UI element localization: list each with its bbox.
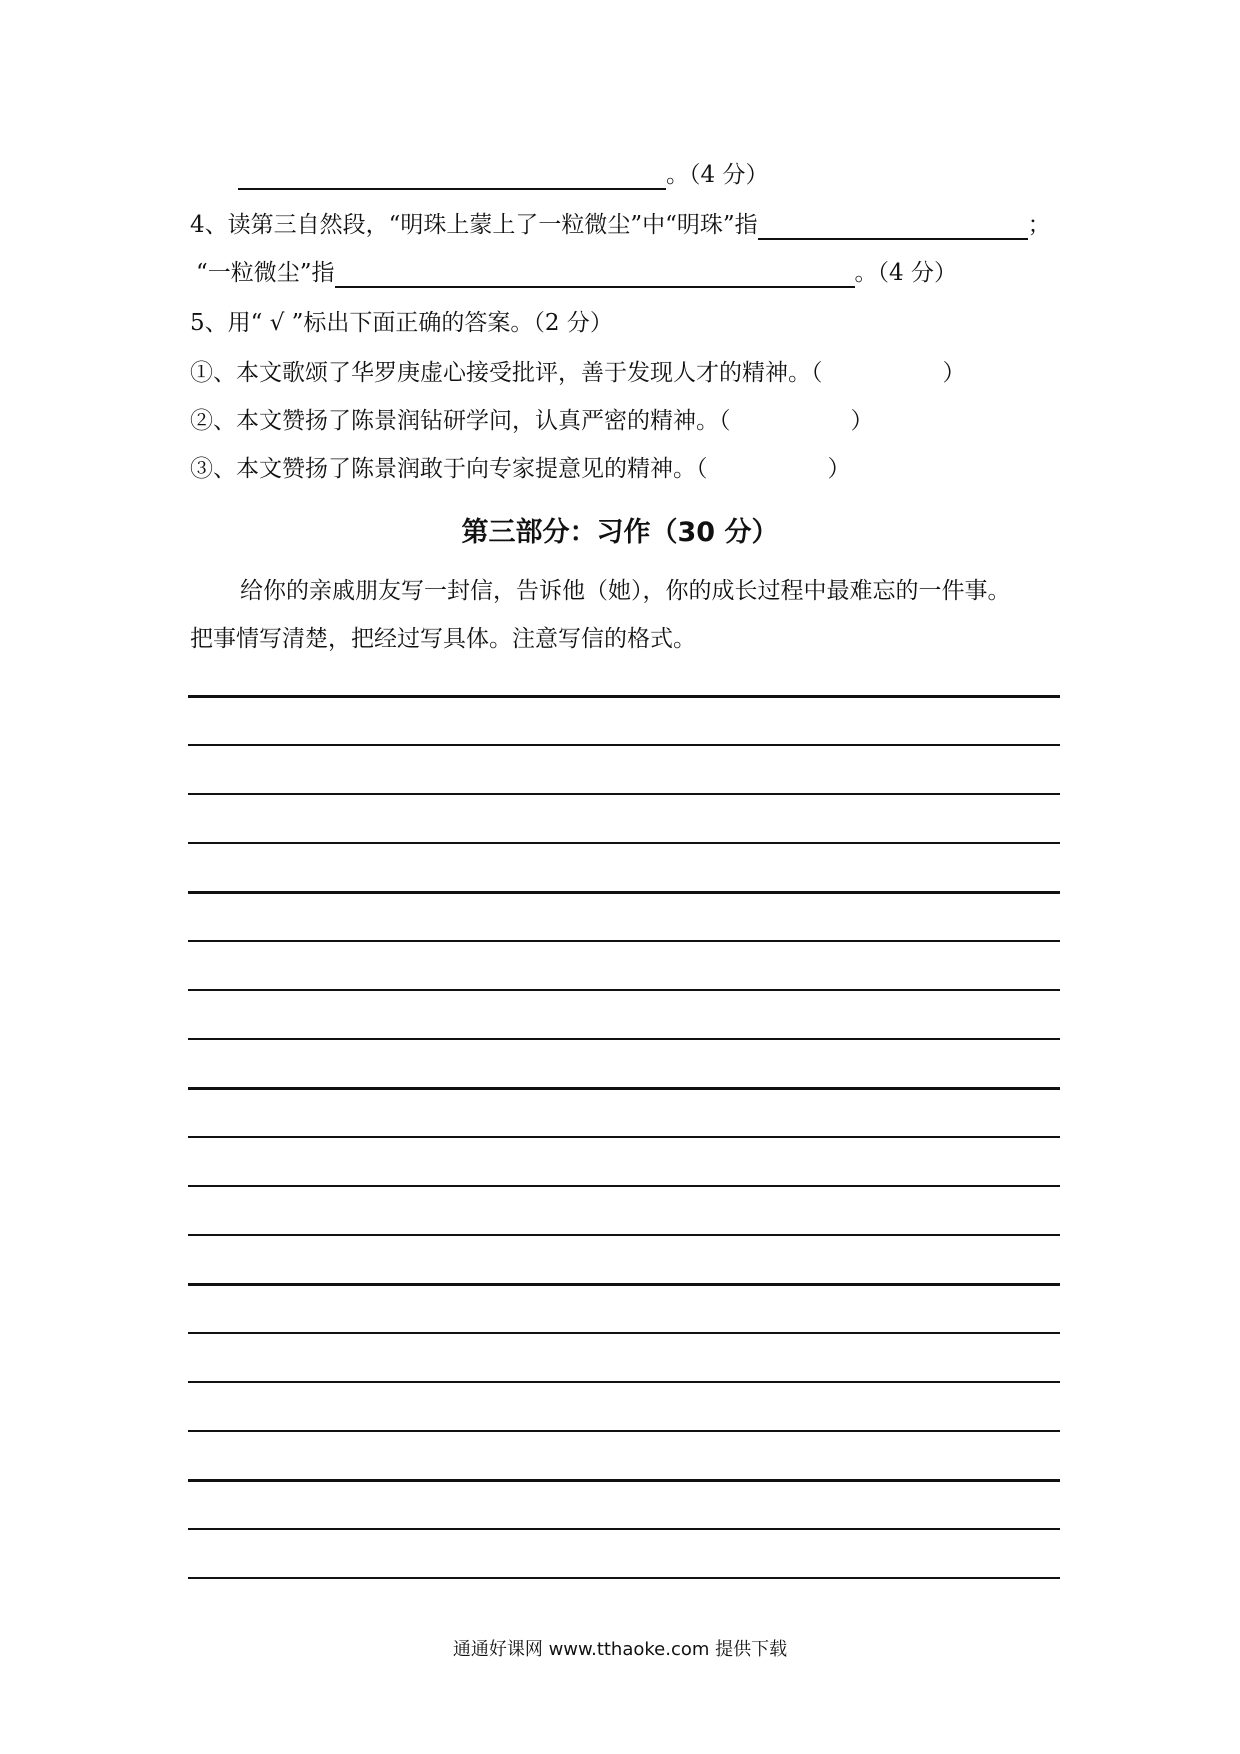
q4-prompt-2: “一粒微尘”指 bbox=[196, 260, 335, 286]
q4-separator: ； bbox=[1027, 212, 1051, 238]
q3-score: 。（4 分） bbox=[666, 162, 769, 188]
q5-option-3-text: ③、本文赞扬了陈景润敢于向专家提意见的精神。（ bbox=[190, 456, 708, 482]
q5-option-2 bbox=[190, 406, 874, 436]
q4-prompt: 4、读第三自然段，“明珠上蒙上了一粒微尘”中“明珠”指 bbox=[190, 212, 758, 238]
footer-credit: 通通好课网 www.tthaoke.com 提供下载 bbox=[452, 1639, 788, 1660]
writing-line[interactable] bbox=[188, 1479, 1060, 1482]
q5-option-1 bbox=[190, 358, 966, 388]
q4-score: 。（4 分） bbox=[854, 260, 957, 286]
writing-line[interactable] bbox=[188, 1038, 1060, 1040]
writing-line[interactable] bbox=[188, 1332, 1060, 1334]
q5-option-2-close: ） bbox=[850, 408, 874, 434]
writing-line[interactable] bbox=[188, 1528, 1060, 1530]
writing-line[interactable] bbox=[188, 1234, 1060, 1236]
q5-option-3-close: ） bbox=[827, 456, 851, 482]
writing-line[interactable] bbox=[188, 1577, 1060, 1579]
q4-blank-mingzhu[interactable] bbox=[758, 216, 1028, 240]
q4-line2 bbox=[196, 258, 957, 288]
q4-line1 bbox=[190, 210, 1051, 240]
writing-line[interactable] bbox=[188, 793, 1060, 795]
writing-line[interactable] bbox=[188, 1185, 1060, 1187]
section3-title: 第三部分：习作（30 分） bbox=[461, 517, 779, 548]
q5-option-2-text: ②、本文赞扬了陈景润钻研学问，认真严密的精神。（ bbox=[190, 408, 731, 434]
section3-prompt-line1: 给你的亲戚朋友写一封信，告诉他（她），你的成长过程中最难忘的一件事。 bbox=[240, 578, 1011, 604]
q3-answer-blank[interactable] bbox=[238, 166, 666, 190]
writing-line[interactable] bbox=[188, 1430, 1060, 1432]
section3-prompt-line2: 把事情写清楚，把经过写具体。注意写信的格式。 bbox=[190, 626, 696, 652]
writing-line[interactable] bbox=[188, 1381, 1060, 1383]
writing-line[interactable] bbox=[188, 744, 1060, 746]
writing-line[interactable] bbox=[188, 1087, 1060, 1090]
writing-line[interactable] bbox=[188, 989, 1060, 991]
writing-line[interactable] bbox=[188, 940, 1060, 942]
writing-line[interactable] bbox=[188, 891, 1060, 894]
q4-blank-weichen[interactable] bbox=[335, 264, 855, 288]
writing-line[interactable] bbox=[188, 1283, 1060, 1286]
q5-option-1-text: ①、本文歌颂了华罗庚虚心接受批评，善于发现人才的精神。（ bbox=[190, 360, 823, 386]
writing-line[interactable] bbox=[188, 842, 1060, 844]
q5-option-3 bbox=[190, 454, 851, 484]
writing-line[interactable] bbox=[188, 1136, 1060, 1138]
q5-option-1-close: ） bbox=[942, 360, 966, 386]
q5-prompt: 5、用“ √ ”标出下面正确的答案。（2 分） bbox=[190, 310, 613, 336]
q3-answer-line-row bbox=[238, 160, 768, 190]
writing-line[interactable] bbox=[188, 695, 1060, 698]
